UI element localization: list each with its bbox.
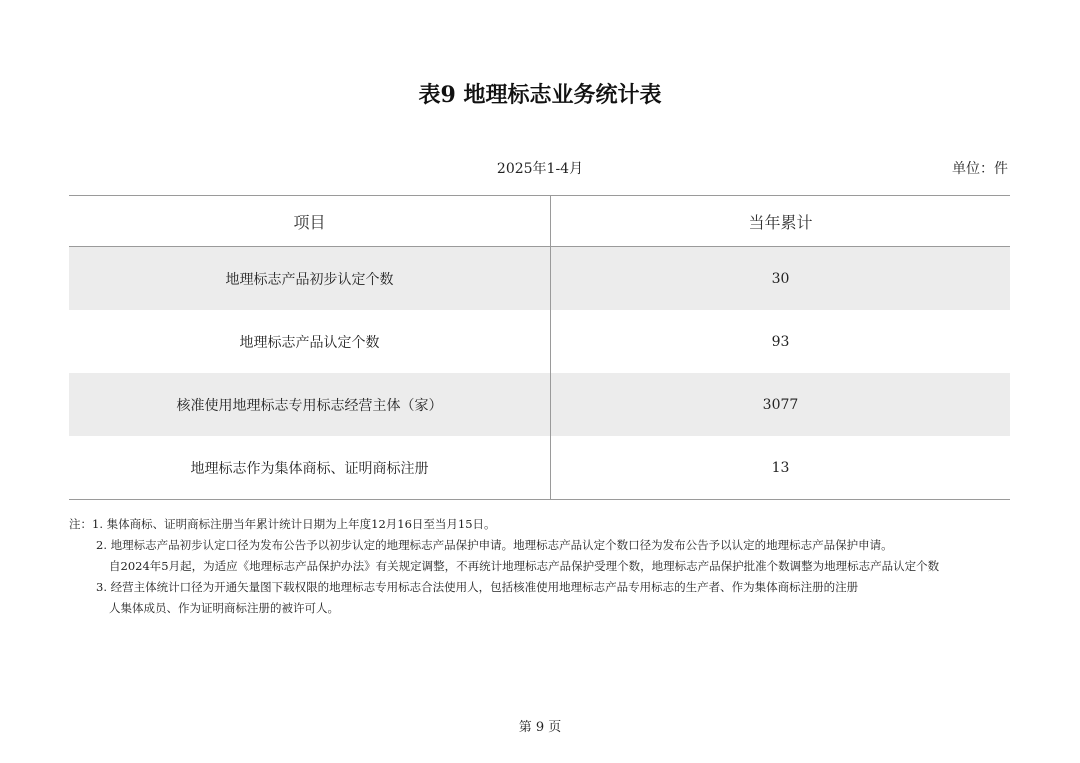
table-row <box>69 436 1010 499</box>
page-title: 表9 地理标志业务统计表 <box>418 82 662 108</box>
note-line: 自2024年5月起，为适应《地理标志产品保护办法》有关规定调整，不再统计地理标志产品保护受理个数，地理标志产品保护批准个数调整为地理标志产品认定个数 <box>109 559 940 573</box>
note-line: 3. 经营主体统计口径为开通矢量图下载权限的地理标志专用标志合法使用人，包括核准使用地理标志产品专用标志的生产者、作为集体商标注册的注册 <box>96 580 859 594</box>
page-number: 第 9 页 <box>518 720 562 735</box>
note-line: 人集体成员、作为证明商标注册的被许可人。 <box>109 601 339 615</box>
column-header-total: 当年累计 <box>748 212 813 232</box>
table-row <box>69 373 1010 436</box>
row-value: 93 <box>771 333 790 350</box>
row-value: 30 <box>771 270 790 287</box>
note-line: 注：1. 集体商标、证明商标注册当年累计统计日期为上年度12月16日至当月15日。 <box>69 517 496 531</box>
report-period: 2025年1-4月 <box>496 161 584 177</box>
row-item-label: 地理标志产品认定个数 <box>69 310 551 373</box>
table-row <box>69 247 1010 310</box>
table-header-row <box>69 196 1010 247</box>
row-item-label: 地理标志作为集体商标、证明商标注册 <box>69 436 551 499</box>
column-header-item: 项目 <box>69 196 551 246</box>
notes-section <box>69 514 1029 619</box>
table-row <box>69 310 1010 373</box>
unit-label: 单位：件 <box>952 161 1008 177</box>
statistics-table <box>69 195 1010 500</box>
row-item-label: 核准使用地理标志专用标志经营主体（家） <box>69 373 551 436</box>
row-value: 13 <box>771 459 790 476</box>
row-item-label: 地理标志产品初步认定个数 <box>69 247 551 310</box>
row-value: 3077 <box>762 396 799 413</box>
note-line: 2. 地理标志产品初步认定口径为发布公告予以初步认定的地理标志产品保护申请。地理标志产品认定个数口径为发布公告予以认定的地理标志产品保护申请。 <box>96 538 893 552</box>
